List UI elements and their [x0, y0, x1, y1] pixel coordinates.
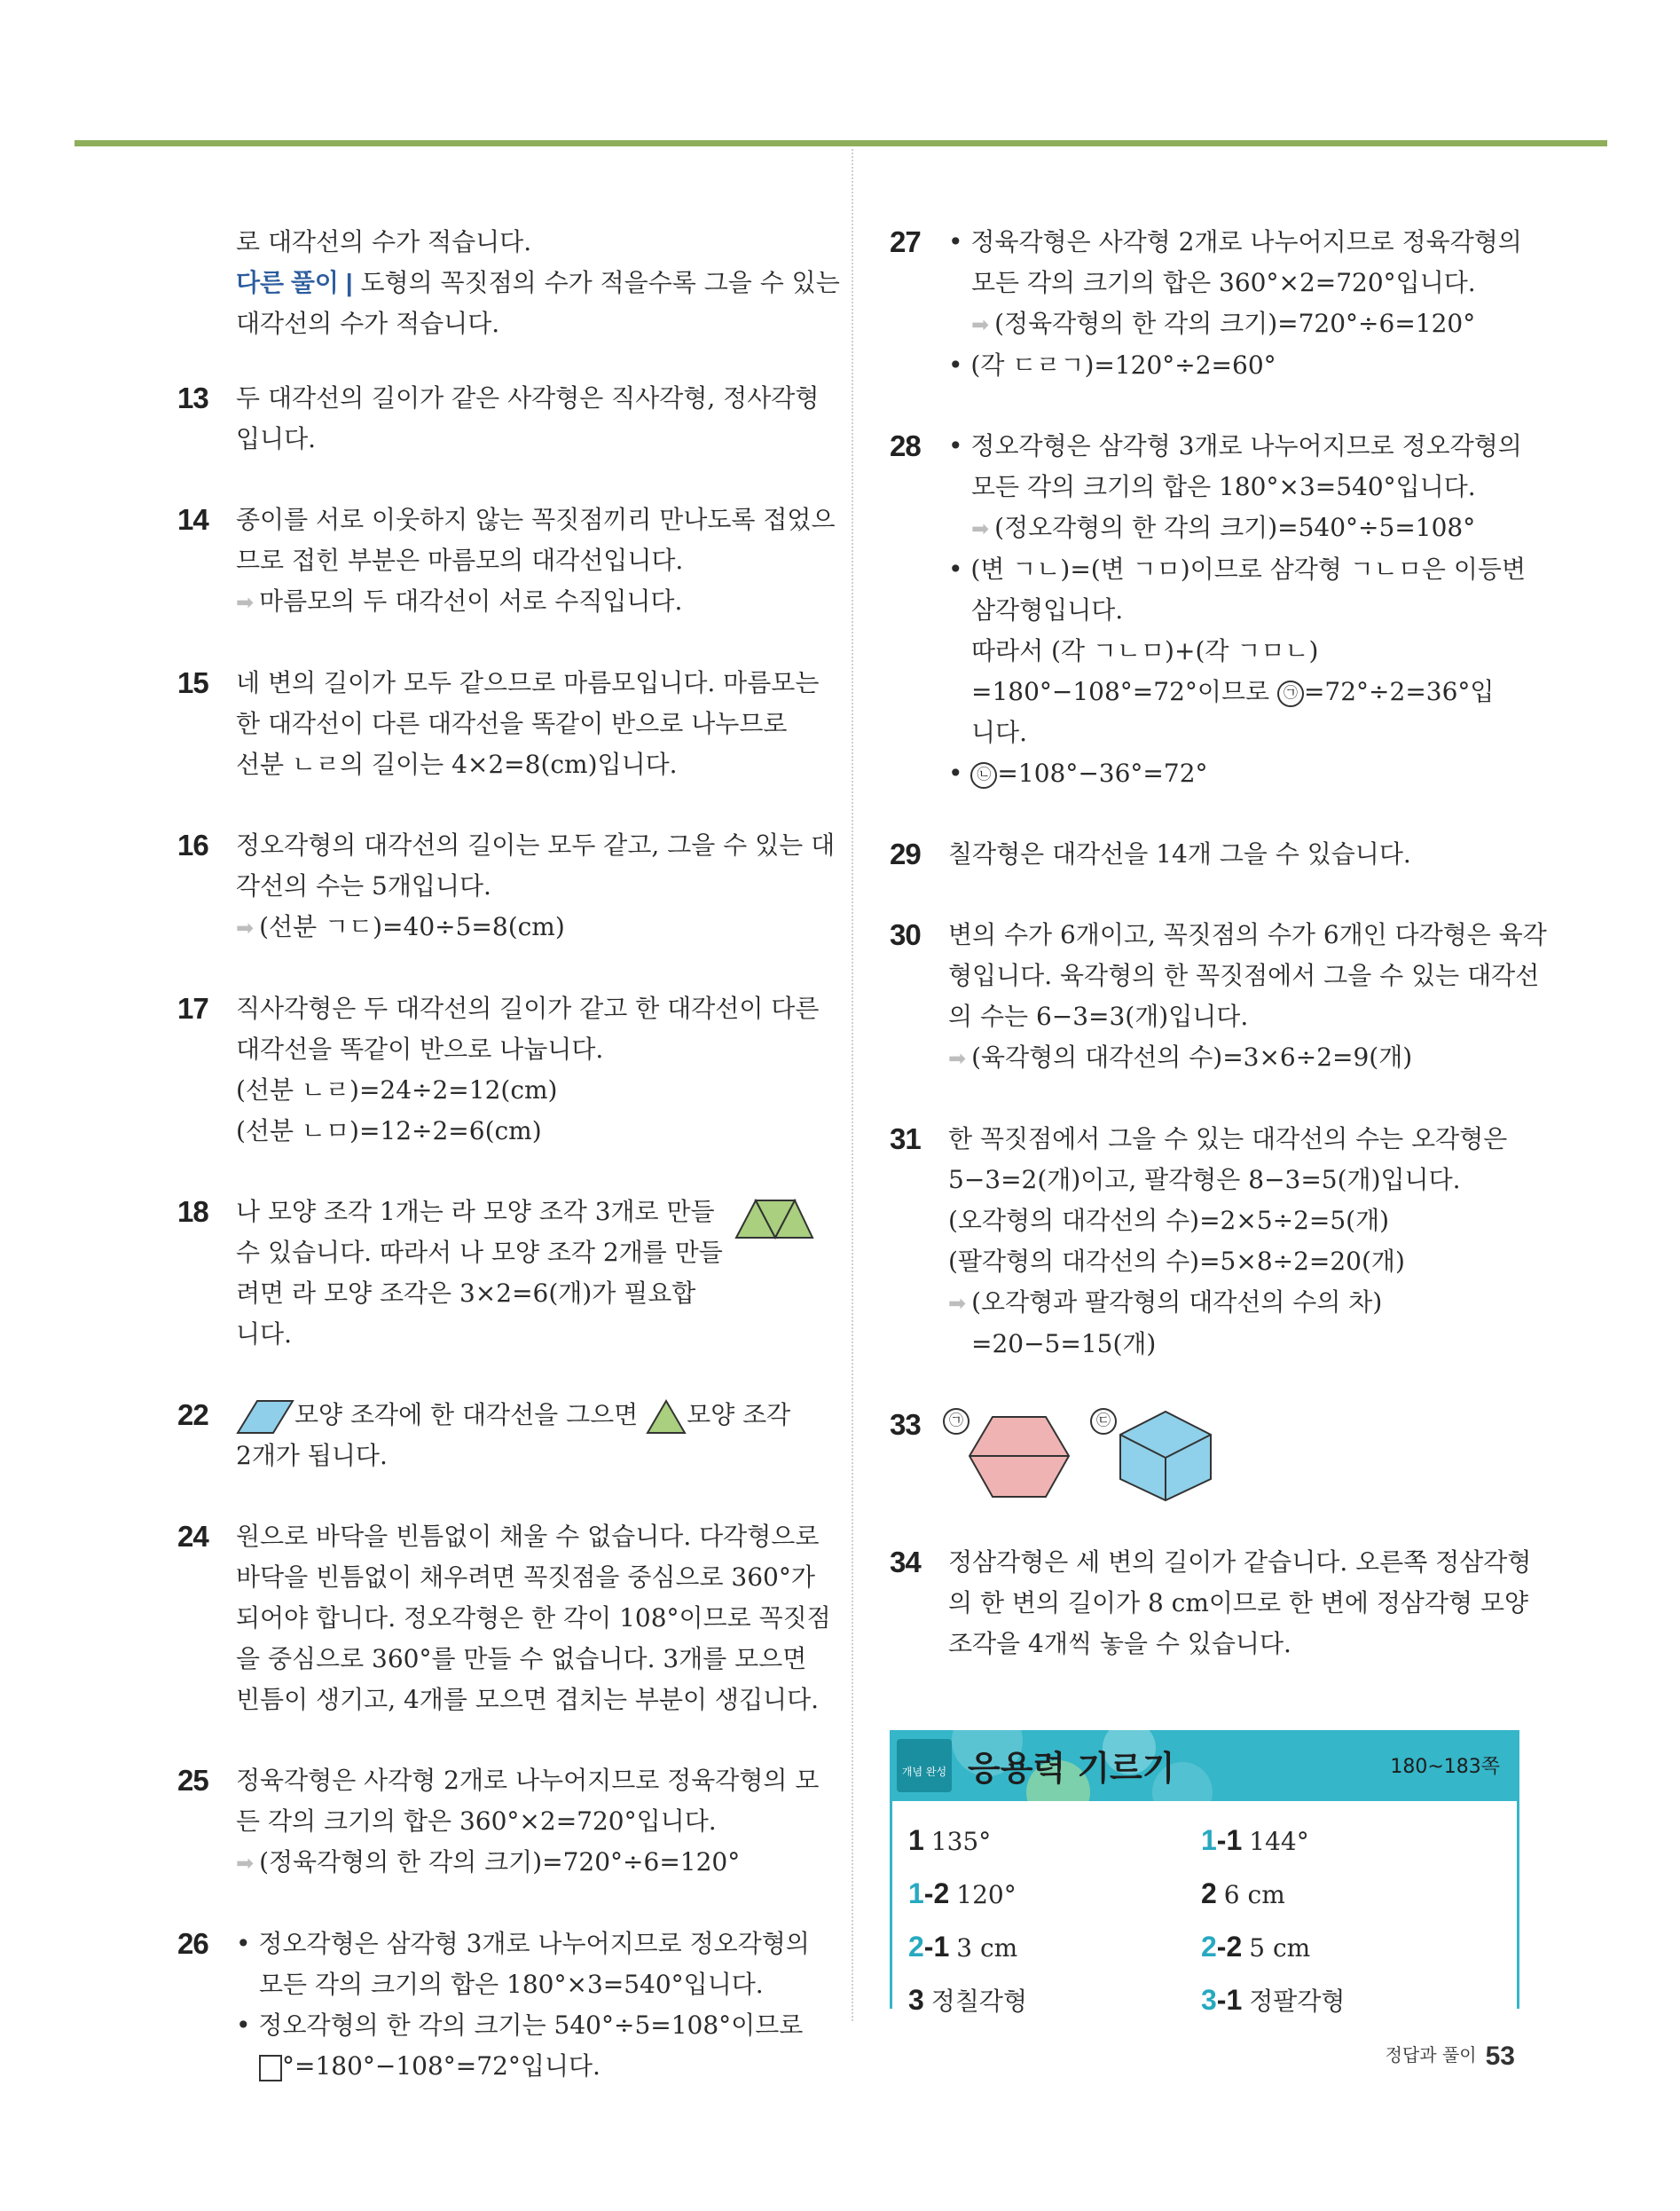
hexagon-figure [1117, 1410, 1214, 1502]
question-number: 13 [177, 382, 208, 414]
answer-line: • 정오각형의 한 각의 크기는 540°÷5=108°이므로 [236, 2005, 816, 2046]
answer-line: 각선의 수는 5개입니다. [236, 871, 491, 901]
answer-row [908, 1920, 1499, 1973]
question-number: 22 [177, 1398, 208, 1431]
arrow-icon: ➡ [236, 590, 255, 615]
answer-line: 삼각형입니다. [971, 595, 1124, 625]
answer-line: 정오각형의 대각선의 길이는 모두 같고, 그을 수 있는 대 [236, 830, 836, 860]
right-column [890, 222, 1547, 1704]
alt-solution-line2: 대각선의 수가 적습니다. [236, 309, 500, 338]
answer-27 [890, 222, 1528, 386]
answer-line: 의 한 변의 길이가 8 cm이므로 한 변에 정삼각형 모양 [948, 1588, 1529, 1617]
question-number: 24 [177, 1520, 208, 1553]
arrow-icon: ➡ [971, 516, 990, 541]
answer-row [908, 1867, 1499, 1920]
answer-34 [890, 1542, 1532, 1664]
question-number: 15 [177, 666, 208, 699]
answer-22 [177, 1395, 816, 1476]
answer-line: =72°÷2=36°입 [1303, 677, 1495, 706]
answer-29 [890, 834, 1528, 875]
answer-line: 따라서 (각 ㄱㄴㅁ)+(각 ㄱㅁㄴ) [971, 636, 1319, 665]
answer-line: 수 있습니다. 따라서 나 모양 조각 2개를 만들 [236, 1238, 723, 1267]
continuation-line: 로 대각선의 수가 적습니다. [236, 227, 532, 256]
column-divider [852, 149, 853, 2021]
left-column [177, 222, 840, 2127]
triangle-pieces-figure [734, 1197, 814, 1241]
question-number: 30 [890, 918, 921, 951]
answer-line: • 정육각형은 사각형 2개로 나누어지므로 정육각형의 [948, 222, 1528, 263]
answer-line: 5−3=2(개)이고, 팔각형은 8−3=5(개)입니다. [948, 1165, 1461, 1194]
box-answer: 2 6 cm [1201, 1877, 1285, 1909]
answer-line: 니다. [971, 718, 1027, 747]
box-answer: 3 정칠각형 [908, 1984, 1027, 2016]
question-number: 28 [890, 429, 921, 462]
box-answer: 3-1 정팔각형 [1201, 1984, 1346, 2016]
answer-line: 되어야 합니다. 정오각형은 한 각이 108°이므로 꼭짓점 [236, 1603, 831, 1633]
answer-line: 변의 수가 6개이고, 꼭짓점의 수가 6개인 다각형은 육각 [948, 920, 1547, 949]
answer-line: (선분 ㄴㅁ)=12÷2=6(cm) [236, 1116, 542, 1145]
answer-line: 두 대각선의 길이가 같은 사각형은 직사각형, 정사각형 [236, 383, 820, 413]
page-number: 53 [1485, 2041, 1515, 2071]
answer-line: 모양 조각 [687, 1400, 791, 1429]
triangle-shape [646, 1399, 687, 1435]
answer-line: 한 대각선이 다른 대각선을 똑같이 반으로 나누므로 [236, 709, 788, 738]
answer-line: (정오각형의 한 각의 크기)=540°÷5=108° [994, 513, 1476, 542]
answer-line: 므로 접힌 부분은 마름모의 대각선입니다. [236, 546, 684, 575]
answer-line: • (각 ㄷㄹㄱ)=120°÷2=60° [948, 345, 1528, 386]
answer-line: 나 모양 조각 1개는 라 모양 조각 3개로 만들 [236, 1197, 715, 1226]
answer-line: 정육각형은 사각형 2개로 나누어지므로 정육각형의 모 [236, 1766, 820, 1795]
answer-line: 원으로 바닥을 빈틈없이 채울 수 없습니다. 다각형으로 [236, 1522, 820, 1551]
answer-33 [890, 1404, 1528, 1502]
answer-row [908, 1814, 1499, 1867]
answer-line: 든 각의 크기의 합은 360°×2=720°입니다. [236, 1806, 717, 1836]
box-title: 응용력 기르기 [968, 1749, 1175, 1788]
circled-label: ㉢ [1090, 1408, 1117, 1435]
answer-line: 대각선을 똑같이 반으로 나눕니다. [236, 1035, 604, 1064]
box-body [890, 1801, 1519, 2016]
answer-line: 모든 각의 크기의 합은 180°×3=540°입니다. [259, 1970, 764, 1999]
page-footer [1386, 2041, 1515, 2072]
continuation-text [177, 222, 840, 344]
concept-badge [897, 1739, 952, 1792]
parallelogram-shape [236, 1399, 294, 1435]
trapezoid-figure [966, 1413, 1072, 1502]
question-number: 29 [890, 838, 921, 870]
applied-skills-box [890, 1730, 1519, 2016]
answer-line: 을 중심으로 360°를 만들 수 없습니다. 3개를 모으면 [236, 1644, 807, 1673]
circled-label: ㉡ [970, 762, 997, 789]
question-number: 33 [890, 1408, 921, 1441]
answer-line: =108°−36°=72° [997, 759, 1208, 788]
circled-label: ㉠ [1277, 681, 1304, 707]
answer-28 [890, 426, 1528, 794]
answer-line: • 정오각형은 삼각형 3개로 나누어지므로 정오각형의 [948, 426, 1528, 467]
question-number: 26 [177, 1927, 208, 1960]
answer-line: 모든 각의 크기의 합은 180°×3=540°입니다. [971, 472, 1476, 501]
answer-line: 선분 ㄴㄹ의 길이는 4×2=8(cm)입니다. [236, 750, 678, 779]
blank-box [259, 2055, 282, 2081]
answer-line: 입니다. [236, 424, 317, 453]
answer-line: (육각형의 대각선의 수)=3×6÷2=9(개) [971, 1043, 1413, 1072]
question-number: 31 [890, 1122, 921, 1155]
answer-line: (선분 ㄱㄷ)=40÷5=8(cm) [259, 912, 565, 941]
answer-line: =180°−108°=72°이므로 [971, 677, 1277, 706]
answer-line: • 정오각형은 삼각형 3개로 나누어지므로 정오각형의 [236, 1924, 816, 1964]
arrow-icon: ➡ [948, 1291, 967, 1316]
answer-line: 마름모의 두 대각선이 서로 수직입니다. [259, 586, 683, 616]
answer-line: 직사각형은 두 대각선의 길이가 같고 한 대각선이 다른 [236, 994, 820, 1023]
arrow-icon: ➡ [236, 1851, 255, 1876]
arrow-icon: ➡ [236, 916, 255, 940]
box-answer: 1-1 144° [1201, 1823, 1309, 1856]
answer-24 [177, 1516, 831, 1720]
answer-line: 칠각형은 대각선을 14개 그을 수 있습니다. [948, 839, 1411, 869]
answer-line: (선분 ㄴㄹ)=24÷2=12(cm) [236, 1075, 558, 1105]
arrow-icon: ➡ [948, 1046, 967, 1071]
badge-label: 개념 완성 [901, 1766, 947, 1778]
box-answer: 1-2 120° [908, 1877, 1017, 1909]
answer-line: °=180°−108°=72°입니다. [282, 2051, 601, 2081]
arrow-icon: ➡ [971, 312, 990, 337]
alt-solution-label: 다른 풀이 | [236, 269, 353, 296]
answer-line: (정육각형의 한 각의 크기)=720°÷6=120° [259, 1847, 741, 1877]
answer-line: 려면 라 모양 조각은 3×2=6(개)가 필요합 [236, 1279, 696, 1308]
answer-line: (오각형과 팔각형의 대각선의 수의 차) [971, 1287, 1383, 1317]
question-number: 14 [177, 503, 208, 536]
answer-line: 바닥을 빈틈없이 채우려면 꼭짓점을 중심으로 360°가 [236, 1562, 815, 1592]
answer-line: 정삼각형은 세 변의 길이가 같습니다. 오른쪽 정삼각형 [948, 1547, 1532, 1577]
answer-line: (팔각형의 대각선의 수)=5×8÷2=20(개) [948, 1247, 1405, 1276]
footer-label: 정답과 풀이 [1385, 2044, 1477, 2065]
answer-line: =20−5=15(개) [971, 1329, 1157, 1358]
answer-line: (오각형의 대각선의 수)=2×5÷2=5(개) [948, 1206, 1390, 1235]
answer-line: 네 변의 길이가 모두 같으므로 마름모입니다. 마름모는 [236, 668, 820, 697]
question-number: 17 [177, 992, 208, 1025]
box-header [890, 1730, 1519, 1801]
top-rule [75, 140, 1607, 146]
answer-row [908, 1973, 1499, 2026]
answer-line: 의 수는 6−3=3(개)입니다. [948, 1002, 1249, 1031]
page-range: 180~183쪽 [1390, 1756, 1500, 1778]
answer-25 [177, 1760, 820, 1884]
question-number: 16 [177, 829, 208, 862]
answer-30 [890, 915, 1547, 1079]
answer-line: 종이를 서로 이웃하지 않는 꼭짓점끼리 만나도록 접었으 [236, 505, 836, 534]
answer-15 [177, 663, 820, 785]
answer-13 [177, 378, 820, 460]
answer-line: 니다. [236, 1319, 292, 1349]
alt-solution-line1: 도형의 꼭짓점의 수가 적을수록 그을 수 있는 [352, 268, 840, 297]
question-number: 34 [890, 1546, 921, 1578]
box-answer: 1 135° [908, 1823, 992, 1856]
answer-31 [890, 1119, 1528, 1365]
answer-line: 한 꼭짓점에서 그을 수 있는 대각선의 수는 오각형은 [948, 1124, 1508, 1153]
answer-line: 모양 조각에 한 대각선을 그으면 [294, 1400, 639, 1429]
answer-line: (정육각형의 한 각의 크기)=720°÷6=120° [994, 309, 1476, 338]
answer-26 [177, 1924, 816, 2087]
answer-line: 2개가 됩니다. [236, 1441, 388, 1470]
box-answer: 2-1 3 cm [908, 1930, 1018, 1963]
answer-line: 모든 각의 크기의 합은 360°×2=720°입니다. [971, 268, 1476, 297]
question-number: 25 [177, 1764, 208, 1797]
answer-line: 형입니다. 육각형의 한 꼭짓점에서 그을 수 있는 대각선 [948, 961, 1540, 990]
answer-line: • (변 ㄱㄴ)=(변 ㄱㅁ)이므로 삼각형 ㄱㄴㅁ은 이등변 [948, 549, 1528, 590]
answer-line: 조각을 4개씩 놓을 수 있습니다. [948, 1629, 1291, 1658]
answer-line: 빈틈이 생기고, 4개를 모으면 겹치는 부분이 생깁니다. [236, 1685, 820, 1714]
question-number: 27 [890, 225, 921, 258]
question-number: 18 [177, 1195, 208, 1228]
box-answer: 2-2 5 cm [1201, 1930, 1311, 1963]
answer-16 [177, 825, 836, 948]
answer-14 [177, 500, 836, 623]
circled-label: ㉠ [943, 1408, 970, 1435]
answer-18 [177, 1192, 816, 1355]
answer-17 [177, 988, 820, 1152]
